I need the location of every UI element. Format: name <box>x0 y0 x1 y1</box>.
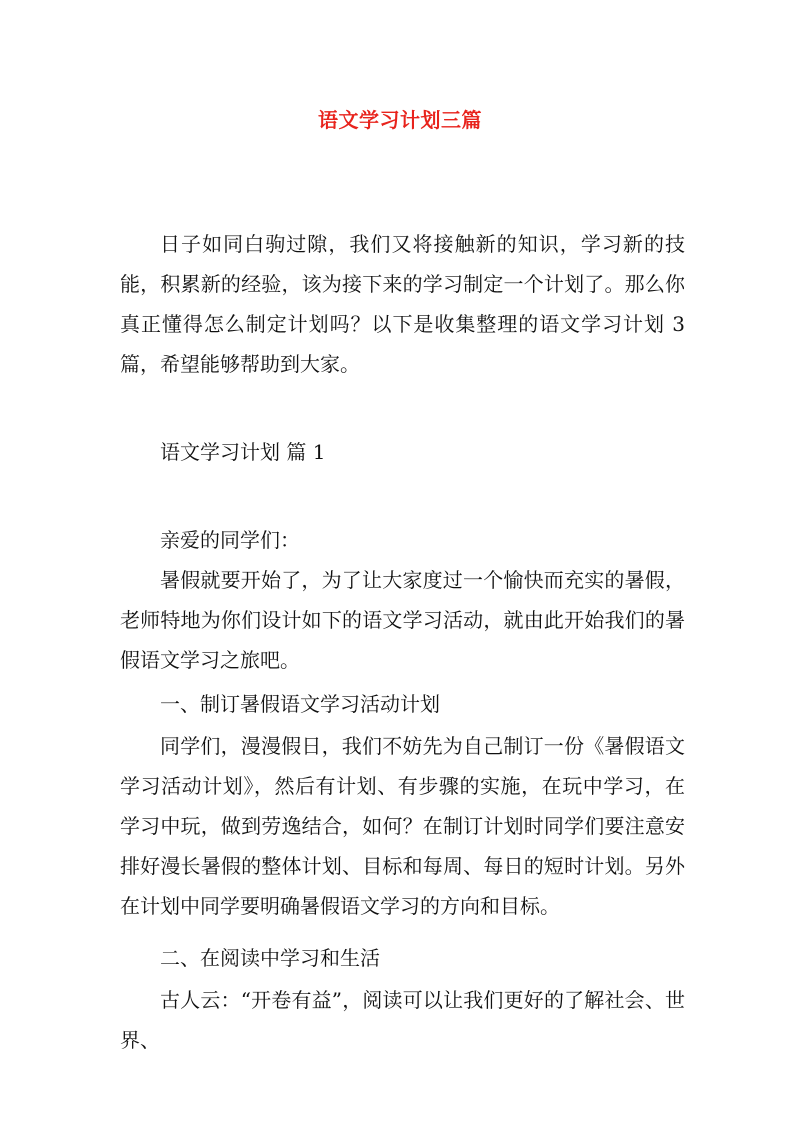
subheading-1: 一、制订暑假语文学习活动计划 <box>160 692 440 716</box>
paragraph-2: 同学们，漫漫假日，我们不妨先为自己制订一份《暑假语文学习活动计划》，然后有计划、有步骤的实施，在玩中学习，在学习中玩，做到劳逸结合，如何？在制订计划时同学们要注意安排好漫长暑假的整体计划、目标和每周、每日的短时计划。另外在计划中同学要明确暑假语文学习的方向和目标。 <box>120 734 685 918</box>
section-heading: 语文学习计划 篇 1 <box>160 440 326 464</box>
paragraph-1: 暑假就要开始了，为了让大家度过一个愉快而充实的暑假，老师特地为你们设计如下的语文学习活动，就由此开始我们的暑假语文学习之旅吧。 <box>120 568 685 672</box>
paragraph-3: 古人云：“开卷有益”，阅读可以让我们更好的了解社会、世界、 <box>120 988 685 1052</box>
salutation: 亲爱的同学们： <box>160 528 300 552</box>
document-title: 语文学习计划三篇 <box>318 108 482 132</box>
intro-paragraph: 日子如同白驹过隙，我们又将接触新的知识，学习新的技能，积累新的经验，该为接下来的学习制定一个计划了。那么你真正懂得怎么制定计划吗？以下是收集整理的语文学习计划 3 篇，希望能够帮助到大家。 <box>120 232 685 376</box>
subheading-2: 二、在阅读中学习和生活 <box>160 946 380 970</box>
